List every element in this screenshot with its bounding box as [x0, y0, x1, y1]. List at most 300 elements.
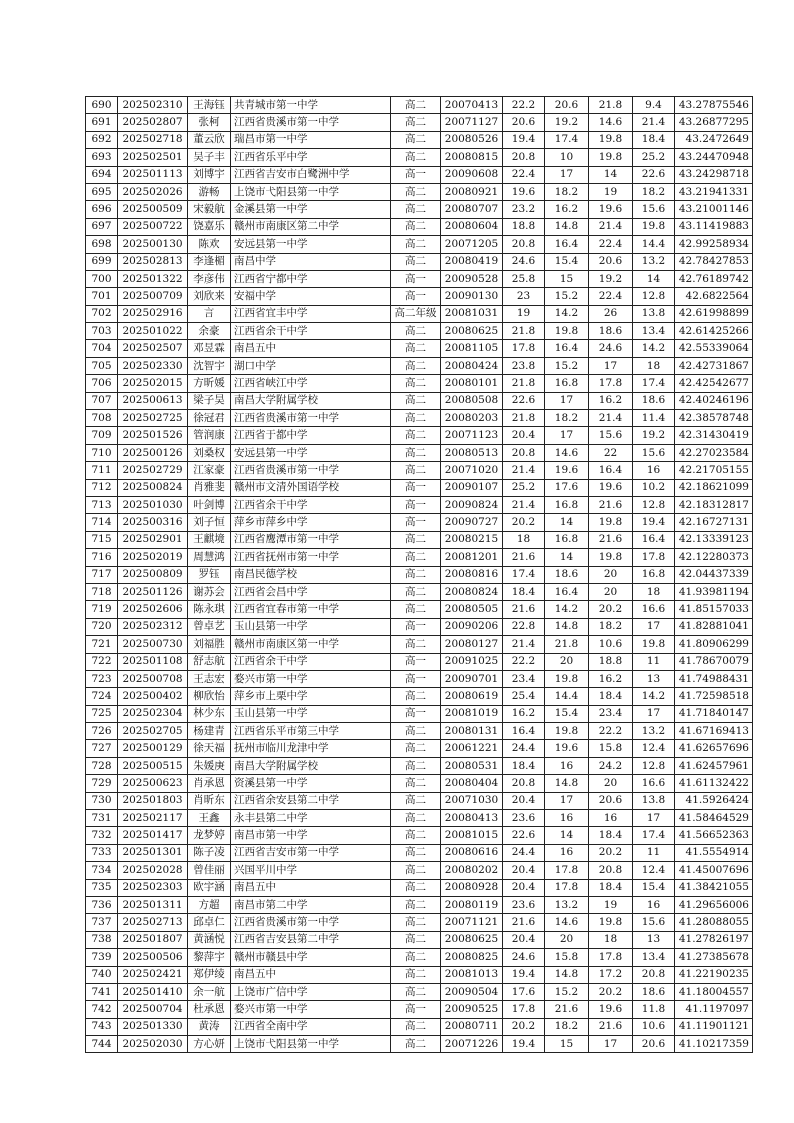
birthdate-cell: 20081201 — [441, 549, 503, 566]
score1-cell: 25.8 — [503, 270, 545, 287]
birthdate-cell: 20080215 — [441, 531, 503, 548]
grade-cell: 高二 — [391, 357, 441, 374]
table-row — [86, 183, 753, 200]
score1-cell: 23.8 — [503, 357, 545, 374]
id-cell: 202502026 — [118, 183, 188, 200]
score3-cell: 19.8 — [589, 514, 633, 531]
grade-cell: 高一 — [391, 288, 441, 305]
id-cell: 202502304 — [118, 705, 188, 722]
score4-cell: 19.2 — [633, 427, 675, 444]
table-row — [86, 670, 753, 687]
rank-cell: 734 — [86, 862, 118, 879]
score3-cell: 21.4 — [589, 218, 633, 235]
name-cell: 叶剑博 — [188, 496, 231, 513]
score1-cell: 20.4 — [503, 862, 545, 879]
school-cell: 江西省宜丰中学 — [231, 305, 391, 322]
id-cell: 202500509 — [118, 201, 188, 218]
score1-cell: 24.4 — [503, 740, 545, 757]
birthdate-cell: 20080505 — [441, 601, 503, 618]
rank-cell: 742 — [86, 1001, 118, 1018]
total-score-cell: 42.61998899 — [675, 305, 753, 322]
score4-cell: 12.8 — [633, 288, 675, 305]
score3-cell: 19.8 — [589, 549, 633, 566]
school-cell: 南昌大学附属学校 — [231, 392, 391, 409]
score1-cell: 17.4 — [503, 566, 545, 583]
school-cell: 江西省吉安县第二中学 — [231, 931, 391, 948]
score2-cell: 14 — [545, 549, 589, 566]
score3-cell: 20.6 — [589, 253, 633, 270]
total-score-cell: 42.99258934 — [675, 236, 753, 253]
total-score-cell: 42.04437339 — [675, 566, 753, 583]
school-cell: 江西省余干中学 — [231, 653, 391, 670]
table-row — [86, 549, 753, 566]
grade-cell: 高二 — [391, 862, 441, 879]
score4-cell: 20.8 — [633, 966, 675, 983]
score4-cell: 18 — [633, 357, 675, 374]
rank-cell: 737 — [86, 914, 118, 931]
birthdate-cell: 20071020 — [441, 462, 503, 479]
score4-cell: 13.8 — [633, 792, 675, 809]
score4-cell: 10.2 — [633, 479, 675, 496]
id-cell: 202500623 — [118, 775, 188, 792]
id-cell: 202500613 — [118, 392, 188, 409]
name-cell: 朱媛庚 — [188, 757, 231, 774]
score4-cell: 13.2 — [633, 253, 675, 270]
grade-cell: 高二 — [391, 983, 441, 1000]
table-row — [86, 827, 753, 844]
score1-cell: 20.4 — [503, 792, 545, 809]
school-cell: 玉山县第一中学 — [231, 705, 391, 722]
table-row — [86, 357, 753, 374]
birthdate-cell: 20080513 — [441, 444, 503, 461]
rank-cell: 714 — [86, 514, 118, 531]
score4-cell: 25.2 — [633, 149, 675, 166]
name-cell: 方昕媛 — [188, 375, 231, 392]
grade-cell: 高二 — [391, 218, 441, 235]
score1-cell: 21.4 — [503, 496, 545, 513]
grade-cell: 高二 — [391, 966, 441, 983]
score2-cell: 14.2 — [545, 305, 589, 322]
birthdate-cell: 20081105 — [441, 340, 503, 357]
score3-cell: 21.8 — [589, 97, 633, 114]
school-cell: 赣州市文清外国语学校 — [231, 479, 391, 496]
name-cell: 肖承恩 — [188, 775, 231, 792]
birthdate-cell: 20090107 — [441, 479, 503, 496]
score4-cell: 11 — [633, 844, 675, 861]
rank-cell: 715 — [86, 531, 118, 548]
school-cell: 赣州市赣县中学 — [231, 949, 391, 966]
table-row — [86, 931, 753, 948]
grade-cell: 高一 — [391, 514, 441, 531]
score4-cell: 11.8 — [633, 1001, 675, 1018]
table-row — [86, 479, 753, 496]
grade-cell: 高二 — [391, 149, 441, 166]
table-row — [86, 444, 753, 461]
score4-cell: 16.4 — [633, 531, 675, 548]
rank-cell: 709 — [86, 427, 118, 444]
table-row — [86, 323, 753, 340]
score1-cell: 25.4 — [503, 688, 545, 705]
score3-cell: 17.2 — [589, 966, 633, 983]
school-cell: 婺兴市第一中学 — [231, 670, 391, 687]
grade-cell: 高二 — [391, 601, 441, 618]
rank-cell: 690 — [86, 97, 118, 114]
id-cell: 202502030 — [118, 1036, 188, 1053]
birthdate-cell: 20081013 — [441, 966, 503, 983]
rank-cell: 691 — [86, 114, 118, 131]
rank-cell: 738 — [86, 931, 118, 948]
grade-cell: 高二 — [391, 410, 441, 427]
id-cell: 202502729 — [118, 462, 188, 479]
score2-cell: 16.8 — [545, 496, 589, 513]
score3-cell: 18.4 — [589, 827, 633, 844]
rank-cell: 728 — [86, 757, 118, 774]
rank-cell: 730 — [86, 792, 118, 809]
school-cell: 南昌五中 — [231, 966, 391, 983]
score1-cell: 16.4 — [503, 723, 545, 740]
score3-cell: 22.4 — [589, 236, 633, 253]
birthdate-cell: 20080921 — [441, 183, 503, 200]
table-row — [86, 740, 753, 757]
grade-cell: 高二 — [391, 1036, 441, 1053]
total-score-cell: 42.42731867 — [675, 357, 753, 374]
id-cell: 202501108 — [118, 653, 188, 670]
total-score-cell: 41.72598518 — [675, 688, 753, 705]
score4-cell: 13.4 — [633, 949, 675, 966]
name-cell: 刘子恒 — [188, 514, 231, 531]
name-cell: 刘福胜 — [188, 636, 231, 653]
school-cell: 赣州市南康区第一中学 — [231, 636, 391, 653]
id-cell: 202501126 — [118, 583, 188, 600]
score2-cell: 16 — [545, 810, 589, 827]
school-cell: 萍乡市上栗中学 — [231, 688, 391, 705]
score3-cell: 23.4 — [589, 705, 633, 722]
grade-cell: 高二 — [391, 201, 441, 218]
birthdate-cell: 20080707 — [441, 201, 503, 218]
school-cell: 资溪县第一中学 — [231, 775, 391, 792]
score1-cell: 18.8 — [503, 218, 545, 235]
score3-cell: 19.6 — [589, 201, 633, 218]
total-score-cell: 41.1197097 — [675, 1001, 753, 1018]
school-cell: 江西省吉安市白鹭洲中学 — [231, 166, 391, 183]
grade-cell: 高一 — [391, 670, 441, 687]
birthdate-cell: 20080928 — [441, 879, 503, 896]
score2-cell: 17 — [545, 392, 589, 409]
rank-cell: 720 — [86, 618, 118, 635]
total-score-cell: 42.40246196 — [675, 392, 753, 409]
school-cell: 玉山县第一中学 — [231, 618, 391, 635]
score4-cell: 14.2 — [633, 688, 675, 705]
score1-cell: 19.4 — [503, 131, 545, 148]
score2-cell: 21.6 — [545, 1001, 589, 1018]
total-score-cell: 41.27385678 — [675, 949, 753, 966]
id-cell: 202502501 — [118, 149, 188, 166]
id-cell: 202502117 — [118, 810, 188, 827]
birthdate-cell: 20071205 — [441, 236, 503, 253]
grade-cell: 高一 — [391, 479, 441, 496]
total-score-cell: 41.58464529 — [675, 810, 753, 827]
grade-cell: 高二 — [391, 531, 441, 548]
rank-cell: 692 — [86, 131, 118, 148]
rank-cell: 740 — [86, 966, 118, 983]
rank-cell: 735 — [86, 879, 118, 896]
birthdate-cell: 20071127 — [441, 114, 503, 131]
score1-cell: 23.4 — [503, 670, 545, 687]
rank-cell: 741 — [86, 983, 118, 1000]
id-cell: 202501330 — [118, 1018, 188, 1035]
id-cell: 202500506 — [118, 949, 188, 966]
score2-cell: 19.8 — [545, 323, 589, 340]
name-cell: 郑伊绫 — [188, 966, 231, 983]
id-cell: 202502015 — [118, 375, 188, 392]
table-row — [86, 583, 753, 600]
birthdate-cell: 20080625 — [441, 323, 503, 340]
score4-cell: 9.4 — [633, 97, 675, 114]
score2-cell: 19.8 — [545, 723, 589, 740]
school-cell: 江西省于都中学 — [231, 427, 391, 444]
name-cell: 曾卓艺 — [188, 618, 231, 635]
name-cell: 李彦伟 — [188, 270, 231, 287]
total-score-cell: 42.12280373 — [675, 549, 753, 566]
table-row — [86, 166, 753, 183]
table-row — [86, 862, 753, 879]
table-row — [86, 410, 753, 427]
score2-cell: 14.8 — [545, 966, 589, 983]
score3-cell: 21.6 — [589, 496, 633, 513]
table-row — [86, 201, 753, 218]
name-cell: 徐冠君 — [188, 410, 231, 427]
grade-cell: 高二 — [391, 427, 441, 444]
id-cell: 202500704 — [118, 1001, 188, 1018]
score1-cell: 24.6 — [503, 253, 545, 270]
rank-cell: 707 — [86, 392, 118, 409]
school-cell: 金溪县第一中学 — [231, 201, 391, 218]
id-cell: 202500316 — [118, 514, 188, 531]
score4-cell: 22.6 — [633, 166, 675, 183]
score3-cell: 21.6 — [589, 1018, 633, 1035]
grade-cell: 高二 — [391, 375, 441, 392]
birthdate-cell: 20080424 — [441, 357, 503, 374]
grade-cell: 高二 — [391, 688, 441, 705]
score1-cell: 20.8 — [503, 444, 545, 461]
name-cell: 游畅 — [188, 183, 231, 200]
rank-cell: 739 — [86, 949, 118, 966]
score2-cell: 14.8 — [545, 775, 589, 792]
id-cell: 202502303 — [118, 879, 188, 896]
score2-cell: 10 — [545, 149, 589, 166]
score1-cell: 20.8 — [503, 775, 545, 792]
school-cell: 南昌中学 — [231, 253, 391, 270]
rank-cell: 723 — [86, 670, 118, 687]
name-cell: 管润康 — [188, 427, 231, 444]
total-score-cell: 41.67169413 — [675, 723, 753, 740]
table-row — [86, 949, 753, 966]
total-score-cell: 42.6822564 — [675, 288, 753, 305]
score2-cell: 16.2 — [545, 201, 589, 218]
rank-cell: 705 — [86, 357, 118, 374]
name-cell: 肖雅斐 — [188, 479, 231, 496]
birthdate-cell: 20080127 — [441, 636, 503, 653]
total-score-cell: 41.29656006 — [675, 896, 753, 913]
id-cell: 202502725 — [118, 410, 188, 427]
name-cell: 王麒境 — [188, 531, 231, 548]
name-cell: 刘欣来 — [188, 288, 231, 305]
table-row — [86, 775, 753, 792]
name-cell: 余一航 — [188, 983, 231, 1000]
score1-cell: 17.8 — [503, 340, 545, 357]
grade-cell: 高一 — [391, 496, 441, 513]
score4-cell: 17.8 — [633, 549, 675, 566]
birthdate-cell: 20080824 — [441, 583, 503, 600]
score3-cell: 20.6 — [589, 792, 633, 809]
rank-cell: 729 — [86, 775, 118, 792]
rank-cell: 719 — [86, 601, 118, 618]
score3-cell: 20.2 — [589, 983, 633, 1000]
id-cell: 202501311 — [118, 896, 188, 913]
total-score-cell: 43.24298718 — [675, 166, 753, 183]
score2-cell: 14.6 — [545, 914, 589, 931]
total-score-cell: 41.38421055 — [675, 879, 753, 896]
birthdate-cell: 20080616 — [441, 844, 503, 861]
grade-cell: 高二 — [391, 549, 441, 566]
score2-cell: 20.6 — [545, 97, 589, 114]
name-cell: 黄涵悦 — [188, 931, 231, 948]
score4-cell: 17.4 — [633, 375, 675, 392]
score1-cell: 21.4 — [503, 636, 545, 653]
total-score-cell: 41.78670079 — [675, 653, 753, 670]
score3-cell: 15.6 — [589, 427, 633, 444]
birthdate-cell: 20090504 — [441, 983, 503, 1000]
total-score-cell: 41.62657696 — [675, 740, 753, 757]
score1-cell: 20.2 — [503, 1018, 545, 1035]
school-cell: 江西省余干中学 — [231, 496, 391, 513]
score1-cell: 22.6 — [503, 392, 545, 409]
name-cell: 王鑫 — [188, 810, 231, 827]
rank-cell: 717 — [86, 566, 118, 583]
birthdate-cell: 20071226 — [441, 1036, 503, 1053]
score1-cell: 21.6 — [503, 601, 545, 618]
score2-cell: 17.6 — [545, 479, 589, 496]
table-row — [86, 514, 753, 531]
name-cell: 柳欣怡 — [188, 688, 231, 705]
rank-cell: 706 — [86, 375, 118, 392]
score2-cell: 14.8 — [545, 218, 589, 235]
table-row — [86, 914, 753, 931]
rank-cell: 713 — [86, 496, 118, 513]
school-cell: 江西省乐平市第三中学 — [231, 723, 391, 740]
score2-cell: 16.8 — [545, 531, 589, 548]
total-score-cell: 42.76189742 — [675, 270, 753, 287]
id-cell: 202502807 — [118, 114, 188, 131]
score4-cell: 18.6 — [633, 983, 675, 1000]
grade-cell: 高二 — [391, 723, 441, 740]
total-score-cell: 41.82881041 — [675, 618, 753, 635]
document-page — [85, 96, 749, 1053]
birthdate-cell: 20080815 — [441, 149, 503, 166]
score1-cell: 22.8 — [503, 618, 545, 635]
total-score-cell: 41.11901121 — [675, 1018, 753, 1035]
school-cell: 江西省贵溪市第一中学 — [231, 114, 391, 131]
school-cell: 萍乡市萍乡中学 — [231, 514, 391, 531]
school-cell: 南昌大学附属学校 — [231, 757, 391, 774]
birthdate-cell: 20080131 — [441, 723, 503, 740]
birthdate-cell: 20081015 — [441, 827, 503, 844]
table-row — [86, 757, 753, 774]
score3-cell: 22.4 — [589, 288, 633, 305]
grade-cell: 高二 — [391, 827, 441, 844]
school-cell: 江西省抚州市第一中学 — [231, 549, 391, 566]
school-cell: 南昌五中 — [231, 340, 391, 357]
score2-cell: 17.8 — [545, 862, 589, 879]
grade-cell: 高二 — [391, 236, 441, 253]
id-cell: 202501322 — [118, 270, 188, 287]
total-score-cell: 43.21941331 — [675, 183, 753, 200]
grade-cell: 高二 — [391, 183, 441, 200]
table-row — [86, 1036, 753, 1053]
table-row — [86, 983, 753, 1000]
grade-cell: 高二 — [391, 844, 441, 861]
id-cell: 202500824 — [118, 479, 188, 496]
score3-cell: 19.2 — [589, 270, 633, 287]
school-cell: 上饶市弋阳县第一中学 — [231, 183, 391, 200]
total-score-cell: 41.5554914 — [675, 844, 753, 861]
score2-cell: 18.2 — [545, 410, 589, 427]
grade-cell: 高二 — [391, 931, 441, 948]
score2-cell: 17 — [545, 792, 589, 809]
total-score-cell: 41.74988431 — [675, 670, 753, 687]
name-cell: 刘桑权 — [188, 444, 231, 461]
score1-cell: 21.8 — [503, 410, 545, 427]
id-cell: 202501803 — [118, 792, 188, 809]
score2-cell: 18.2 — [545, 1018, 589, 1035]
score2-cell: 21.8 — [545, 636, 589, 653]
score4-cell: 19.8 — [633, 218, 675, 235]
birthdate-cell: 20081031 — [441, 305, 503, 322]
score2-cell: 19.6 — [545, 740, 589, 757]
table-body — [86, 97, 753, 1053]
birthdate-cell: 20080816 — [441, 566, 503, 583]
id-cell: 202502916 — [118, 305, 188, 322]
score3-cell: 22.2 — [589, 723, 633, 740]
id-cell: 202501807 — [118, 931, 188, 948]
name-cell: 余豪 — [188, 323, 231, 340]
id-cell: 202501030 — [118, 496, 188, 513]
name-cell: 肖昕东 — [188, 792, 231, 809]
score4-cell: 16.8 — [633, 566, 675, 583]
name-cell: 董云欣 — [188, 131, 231, 148]
score2-cell: 15.2 — [545, 357, 589, 374]
name-cell: 陈欢 — [188, 236, 231, 253]
score2-cell: 19.8 — [545, 670, 589, 687]
score2-cell: 13.2 — [545, 896, 589, 913]
total-score-cell: 42.27023584 — [675, 444, 753, 461]
table-row — [86, 688, 753, 705]
school-cell: 江西省宜春市第一中学 — [231, 601, 391, 618]
id-cell: 202501417 — [118, 827, 188, 844]
score3-cell: 19.8 — [589, 149, 633, 166]
score3-cell: 19.6 — [589, 479, 633, 496]
score4-cell: 17 — [633, 705, 675, 722]
name-cell: 龙梦婷 — [188, 827, 231, 844]
grade-cell: 高二 — [391, 792, 441, 809]
table-row — [86, 270, 753, 287]
score1-cell: 22.6 — [503, 827, 545, 844]
score3-cell: 19.6 — [589, 1001, 633, 1018]
name-cell: 黎萍宇 — [188, 949, 231, 966]
total-score-cell: 41.61132422 — [675, 775, 753, 792]
school-cell: 江西省全南中学 — [231, 1018, 391, 1035]
rank-cell: 700 — [86, 270, 118, 287]
